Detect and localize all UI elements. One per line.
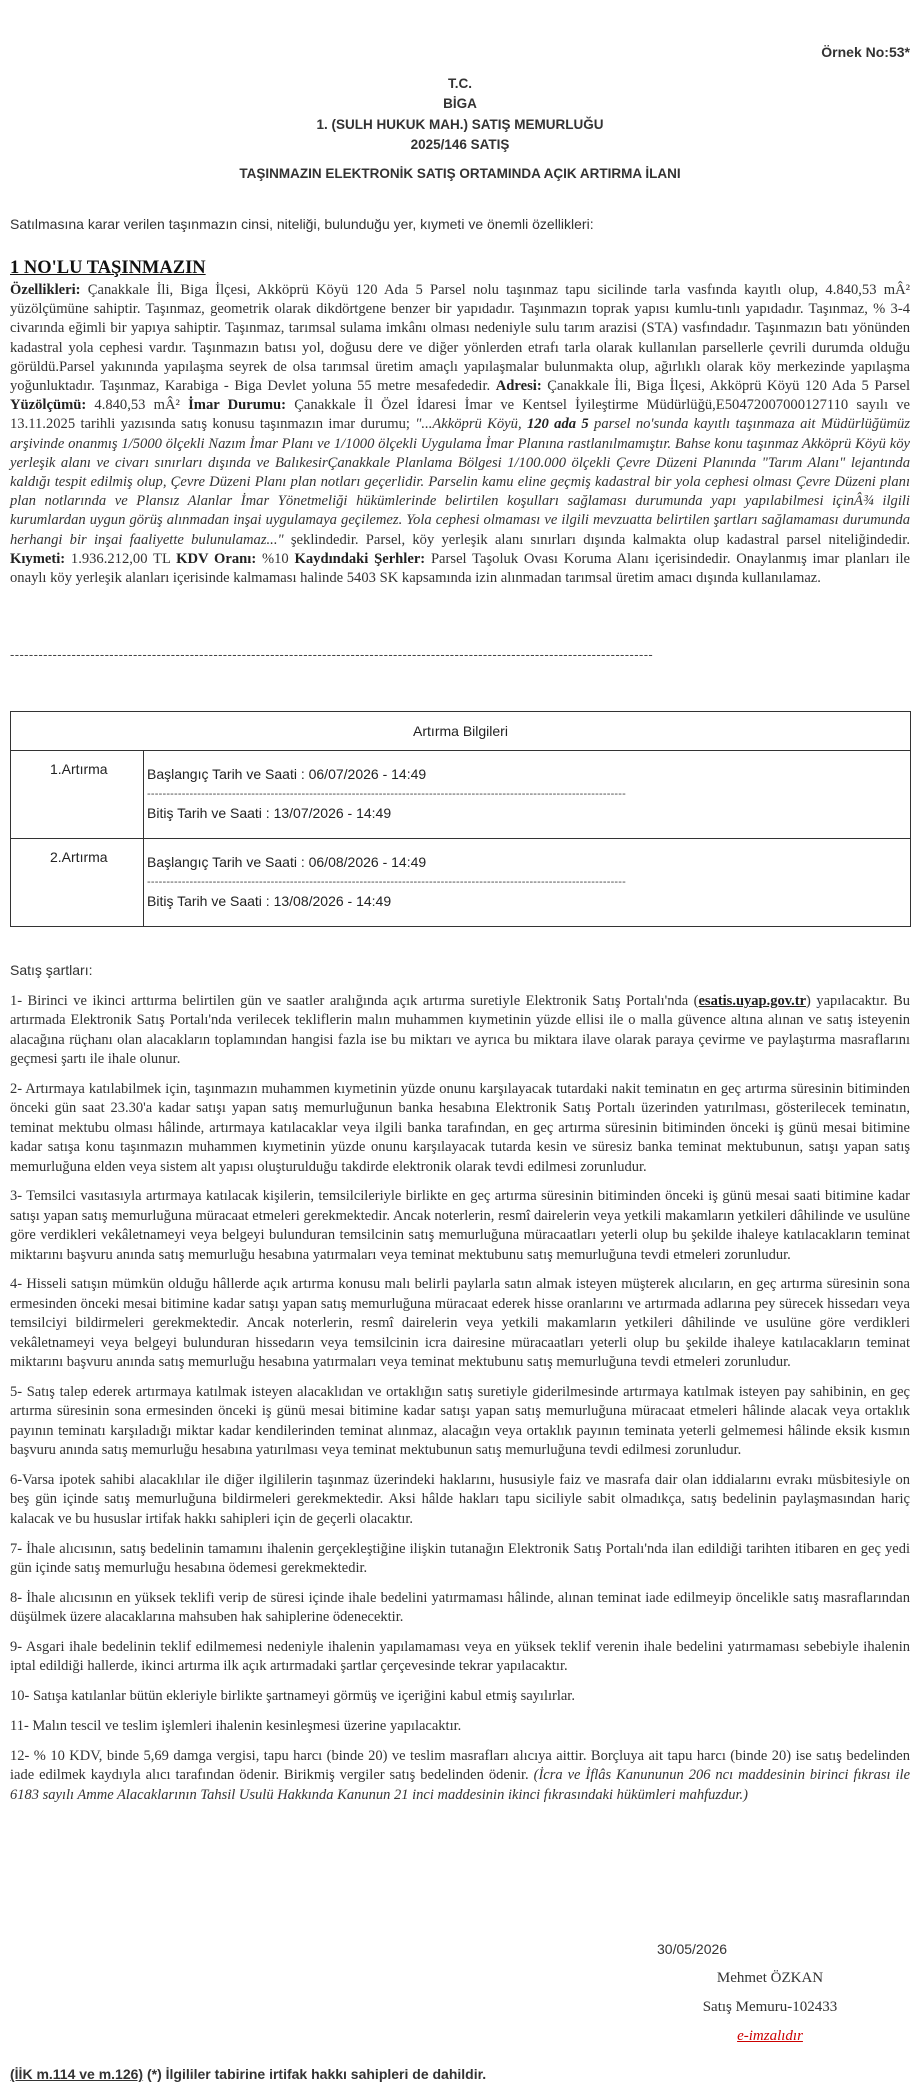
condition-1: 1- Birinci ve ikinci arttırma belirtilen gün ve saatler aralığında açık artırma suretiyle Elektronik Satış Portalı'nda (esatis.uyap.gov.tr) yapılacaktır. Bu artırmada Elektronik Satış Portalı'nda verilecek tekliflerin malın muhammen kıymetinin yüzde ellisi ile o malla güvence altına alınan ve satış isteyenin alacağına rüçhanı olan alacakların toplamından hangisi fazla ise bu miktarı ve ayrıca bu miktara ilave olarak paraya çevirme ve paylaştırma masraflarını geçmesi şartı ile ihale olunur. <box>10 993 910 1068</box>
header-office: 1. (SULH HUKUK MAH.) SATIŞ MEMURLUĞU <box>316 117 604 132</box>
table-row <box>11 751 911 839</box>
zoning-after: şeklindedir. Parsel, köy yerleşik alanı sınırları dışında kalmakta olup kadastral parsel niteliğindedir. <box>283 531 911 548</box>
auction-details <box>144 751 911 839</box>
features-text: Çanakkale İli, Biga İlçesi, Akköprü Köyü 120 Ada 5 Parsel nolu taşınmaz tapu sicilinde tarla vasfında kayıtlı olup, 4.840,53 mÂ² yüzölçümüne sahiptir. Taşınmaz, geometrik olarak dikdörtgene benzer bir yapıdadır. Taşınmazın toprak yapısı kumlu-tınlı yapıdadır. Taşınmaz, % 3-4 civarında eğimli bir yapıya sahiptir. Taşınmaz, tarımsal sulama imkânı olması nedeniyle sulu tarım arazisi (STA) vasfındadır. Taşınmazın batı yönünden kadastral yola cephesi vardır. Taşınmazın batısı yol, doğusu dere ve diğer yönlerden etrafı tarla olarak kullanılan parsellerle çevrili durumda olduğu görüldü.Parsel yakınında yapılaşma seyrek de olsa tarımsal üretim amaçlı yapılaşmalar bulunmakta olup, ağırlıklı olarak köy merkezinde yapılaşma yoğunluktadır. Taşınmaz, Karabiga - Biga Devlet yoluna 55 metre mesafededir. <box>10 282 910 395</box>
end-label: Bitiş Tarih ve Saati : <box>147 805 274 821</box>
e-signature-link[interactable]: e-imzalıdır <box>737 2028 803 2044</box>
row-separator: ---------------------------------------------------------------------------------------------------------------------------- <box>147 876 627 888</box>
header-city: BİGA <box>443 96 477 111</box>
zoning-label: İmar Durumu: <box>188 397 287 414</box>
footer-text: (*) İlgililer tabirine irtifak hakkı sahipleri de dahildir. <box>143 2066 487 2082</box>
records-label: Kaydındaki Şerhler: <box>294 550 426 567</box>
area-label: Yüzölçümü: <box>10 397 87 414</box>
parcel-description <box>10 281 910 588</box>
auction-table-header: Artırma Bilgileri <box>11 712 911 751</box>
area-text: 4.840,53 mÂ² <box>86 397 180 414</box>
address-text: Çanakkale İli, Biga İlçesi, Akköprü Köyü 120 Ada 5 Parsel <box>541 378 910 395</box>
condition-11: 11- Malın tescil ve teslim işlemleri ihalenin kesinleşmesi üzerine yapılacaktır. <box>10 1717 462 1734</box>
condition-8: 8- İhale alıcısının en yüksek teklifi verip de süresi içinde ihale bedelini yatırmaması hâlinde, alınan teminat iade edilmeyip öncelikle satış masraflarından düşülmek üzere alacaklarına mahsuben hak sahiplerine ödenecektir. <box>10 1589 910 1626</box>
condition-12: 12- % 10 KDV, binde 5,69 damga vergisi, tapu harcı (binde 20) ve teslim masrafları alıcıya aittir. Borçluya ait tapu harcı (binde 20) ise satış bedelinden iade edilmek kaydıyla alıcı tarafından ödenir. Birikmiş vergiler satış bedelinden ödenir. (İcra ve İflâs Kanununun 206 ncı maddesinin birinci fıkrası ile 6183 sayılı Amme Alacaklarının Tahsil Usulü Hakkında Kanunun 21 inci maddesinin ikinci fıkrasındaki hükümleri mahfuzdur.) <box>10 1747 910 1803</box>
condition-4: 4- Hisseli satışın mümkün olduğu hâllerde açık artırma konusu malı belirli paylarla satın almak isteyen müşterek alıcıların, en geç artırma süresinin sona ermesinden önceki mesai bitimine kadar satışı yapan satış memurluğuna müracaat ederek hisse oranlarını ve artırmada adlarına pey sürecek hissedarı veya temsilciyi bildirmeleri gerekmektedir. Ancak noterlerin, resmî dairelerin veya yetkili makamların yetkileri dâhilinde ve usulüne göre verdikleri vekâletnameyi veya belgeyi bulunduran hissedarın veya temsilcinin icra dairesine müracaatları yeterli olup bu şekilde ihaleye katılacakların teminat miktarını başvuru anında satış memurluğu hesabına yatırmaları veya teminat mektubunu satış memurluğuna tevdi etmeleri zorunludur. <box>10 1276 910 1371</box>
condition-3: 3- Temsilci vasıtasıyla artırmaya katılacak kişilerin, temsilcileriyle birlikte en geç artırma süresinin bitiminden önceki iş günü mesai saati bitimine kadar satışı yapan satış memurluğuna müracaat etmeleri gerekmektedir. Ancak noterlerin, resmî dairelerin veya yetkili makamların yetkileri dâhilinde ve usulüne göre verdikleri vekâletnameyi veya belgeyi bulunduran temsilcinin satış memurluğuna müracaatları yeterli olup bu şekilde ihaleye katılacakların teminat miktarını başvuru anında satış memurluğu hesabına yatırmaları veya teminat mektubunu satış memurluğuna tevdi etmeleri zorunludur. <box>10 1188 910 1263</box>
start-label: Başlangıç Tarih ve Saati : <box>147 854 309 870</box>
officer-name: Mehmet ÖZKAN <box>716 1970 824 1986</box>
condition-9: 9- Asgari ihale bedelinin teklif edilmemesi nedeniyle ihalenin yapılamaması veya en yüksek teklif verenin ihale bedelini yatırmaması sebebiyle ihalenin iptal edildiği hallerde, ikinci artırma ilk açık artırmadaki şartlar çerçevesinde tekrar yapılacaktır. <box>10 1638 910 1675</box>
form-number: Örnek No:53* <box>821 44 910 60</box>
value-text: 1.936.212,00 TL <box>65 550 171 567</box>
start-value: 06/07/2026 - 14:49 <box>308 766 427 782</box>
zoning-quote: "...Akköprü Köyü, 120 ada 5 parsel no'sunda kayıtlı taşınmaza ait Müdürlüğümüz arşivinde onanmış 1/5000 ölçekli Nazım İmar Planı ve 1/1000 ölçekli Uygulama İmar Planına rastlanılmamıştır. Bahse konu taşınmaz Akköprü Köyü köy yerleşik alanı ve civarı sınırları dışında ve BalıkesirÇanakkale Planlama Bölgesi 1/100.000 ölçekli Çevre Düzeni Planında "Tarım Alanı" lejantında kaldığı tespit edilmiş olup, Çevre Düzeni Planı plan notları geçerlidir. Parselin kamu eline geçmiş kadastral bir yola cephesi olması Çevre Düzeni planı plan notlarında ve Plansız Alanlar İmar Yönetmeliği hükümlerinde belirtilen koşulları sağlaması durumunda yapı yapılabilmesi içinÂ¾ ilgili kurumlardan uygun görüş alınmadan inşai uygulamaya geçilemez. Yola cephesi olmaması ve ilgili mevzuatta belirtilen şartları sağlamaması durumunda herhangi bir inşai faaliyette bulunulamaz..." <box>10 416 911 548</box>
condition-5: 5- Satış talep ederek artırmaya katılmak isteyen alacaklıdan ve ortaklığın satış suretiyle giderilmesinde artırmaya katılmak isteyen pay sahibinin, en geç artırma süresinin sona ermesinden önceki iş günü mesai bitimine kadar satışı yapan satış memurluğuna müracaat etmeleri hâlinde alacak veya ortaklık payının teminatı karşıladığı miktar kadar kendilerinden teminat alınmaz, alacağın veya ortaklık payının teminata yeterli gelmemesi hâlinde eksik kısmın başvuru anında satış memurluğu hesabına yatırılması veya teminat mektubunun satış memurluğuna tevdi edilmesi zorunludur. <box>10 1383 910 1459</box>
law-reference: (İİK m.114 ve m.126) <box>10 2066 144 2082</box>
condition-10: 10- Satışa katılanlar bütün ekleriyle birlikte şartnameyi görmüş ve içeriğini kabul etmiş sayılırlar. <box>10 1688 575 1705</box>
conditions-list <box>10 992 910 1815</box>
intro-text: Satılmasına karar verilen taşınmazın cinsi, niteliği, bulunduğu yer, kıymeti ve önemli özellikleri: <box>10 216 594 232</box>
table-row <box>11 839 911 927</box>
parcel-title: 1 NO'LU TAŞINMAZIN <box>10 258 206 278</box>
end-value: 13/07/2026 - 14:49 <box>273 805 392 821</box>
footer-note <box>10 2066 486 2082</box>
header-file-no: 2025/146 SATIŞ <box>410 137 510 152</box>
start-label: Başlangıç Tarih ve Saati : <box>147 766 309 782</box>
divider: ---------------------------------------------------------------------------------------------------------------------------------------- <box>10 647 654 662</box>
condition-12-note: (İcra ve İflâs Kanununun 206 ncı maddesinin birinci fıkrası ile 6183 sayılı Amme Alacaklarının Tahsil Usulü Hakkında Kanunun 21 inci maddesinin ikinci fıkrasındaki hükümleri mahfuzdur.) <box>10 1767 910 1803</box>
condition-7: 7- İhale alıcısının, satış bedelinin tamamını ihalenin gerçekleştiğine ilişkin tutanağın Elektronik Satış Portalı'nda ilan edildiği tarihten itibaren en geç yedi gün içinde satış memurluğu hesabına ödemesi gerekmektedir. <box>10 1540 910 1576</box>
end-label: Bitiş Tarih ve Saati : <box>147 893 274 909</box>
features-label: Özellikleri: <box>10 282 81 298</box>
records-text: Parsel Taşoluk Ovası Koruma Alanı içerisindedir. Onaylanmış imar planları ile onaylı köy yerleşik alanları içerisinde kalmaması halinde 5403 SK kapsamında izin alınmadan tarımsal üretim amacı dışında kullanılamaz. <box>10 550 910 587</box>
end-value: 13/08/2026 - 14:49 <box>273 893 392 909</box>
address-label: Adresi: <box>495 378 542 395</box>
start-value: 06/08/2026 - 14:49 <box>308 854 427 870</box>
header-tc: T.C. <box>447 76 472 91</box>
vat-text: %10 <box>256 550 289 567</box>
auction-name: 1.Artırma <box>11 751 144 839</box>
sign-date: 30/05/2026 <box>657 1941 728 1957</box>
condition-2: 2- Artırmaya katılabilmek için, taşınmazın muhammen kıymetinin yüzde onunu karşılayacak tutardaki nakit teminatın en geç artırma süresinin bitiminden önceki gün saat 23.30'a kadar satışı yapan satış memurluğunun banka hesabına Elektronik Satış Portalı üzerinden yatırılması, gösterilecek teminatın, teminat mektubu olması hâlinde, artırmaya katılacaklar veya ilgili banka tarafından, en geç artırma süresinin bitiminden önceki iş günü mesai bitimine kadar satışa konu taşınmazın muhammen kıymetinin yüzde onunu karşılayacak tutarda kesin ve süresiz banka teminat mektubunun, satışı yapan satış memurluğuna elden veya sistem alt yapısı oluşturulduğu takdirde elektronik olarak tevdi edilmesi zorunludur. <box>10 1081 910 1175</box>
conditions-title: Satış şartları: <box>10 962 93 978</box>
auction-name: 2.Artırma <box>11 839 144 927</box>
value-label: Kıymeti: <box>10 550 66 567</box>
row-separator: ---------------------------------------------------------------------------------------------------------------------------- <box>147 788 627 800</box>
auction-table <box>10 711 911 927</box>
esatis-link[interactable]: esatis.uyap.gov.tr <box>698 993 807 1009</box>
page-title: TAŞINMAZIN ELEKTRONİK SATIŞ ORTAMINDA AÇIK ARTIRMA İLANI <box>239 166 681 181</box>
vat-label: KDV Oranı: <box>176 550 257 567</box>
condition-6: 6-Varsa ipotek sahibi alacaklılar ile diğer ilgililerin taşınmaz üzerindeki haklarını, hususiyle faiz ve masrafa dair olan iddialarını evrakı müsbitesiyle on beş gün içinde satış memurluğuna bildirmeleri gerekmektedir. Aksi hâlde hakları tapu siciliyle sabit olmadıkça, satış bedelinin paylaşmasından hariç kalacak ve bu hususlar irtifak hakkı sahipleri için de geçerli olacaktır. <box>10 1471 910 1527</box>
officer-title: Satış Memuru-102433 <box>702 1999 838 2015</box>
zoning-text: Çanakkale İl Özel İdaresi İmar ve Kentsel İyileştirme Müdürlüğü,E50472007000127110 sayılı ve 13.11.2025 tarihli yazısında satış konusu taşınmazın imar durumu; <box>10 397 910 433</box>
auction-details <box>144 839 911 927</box>
